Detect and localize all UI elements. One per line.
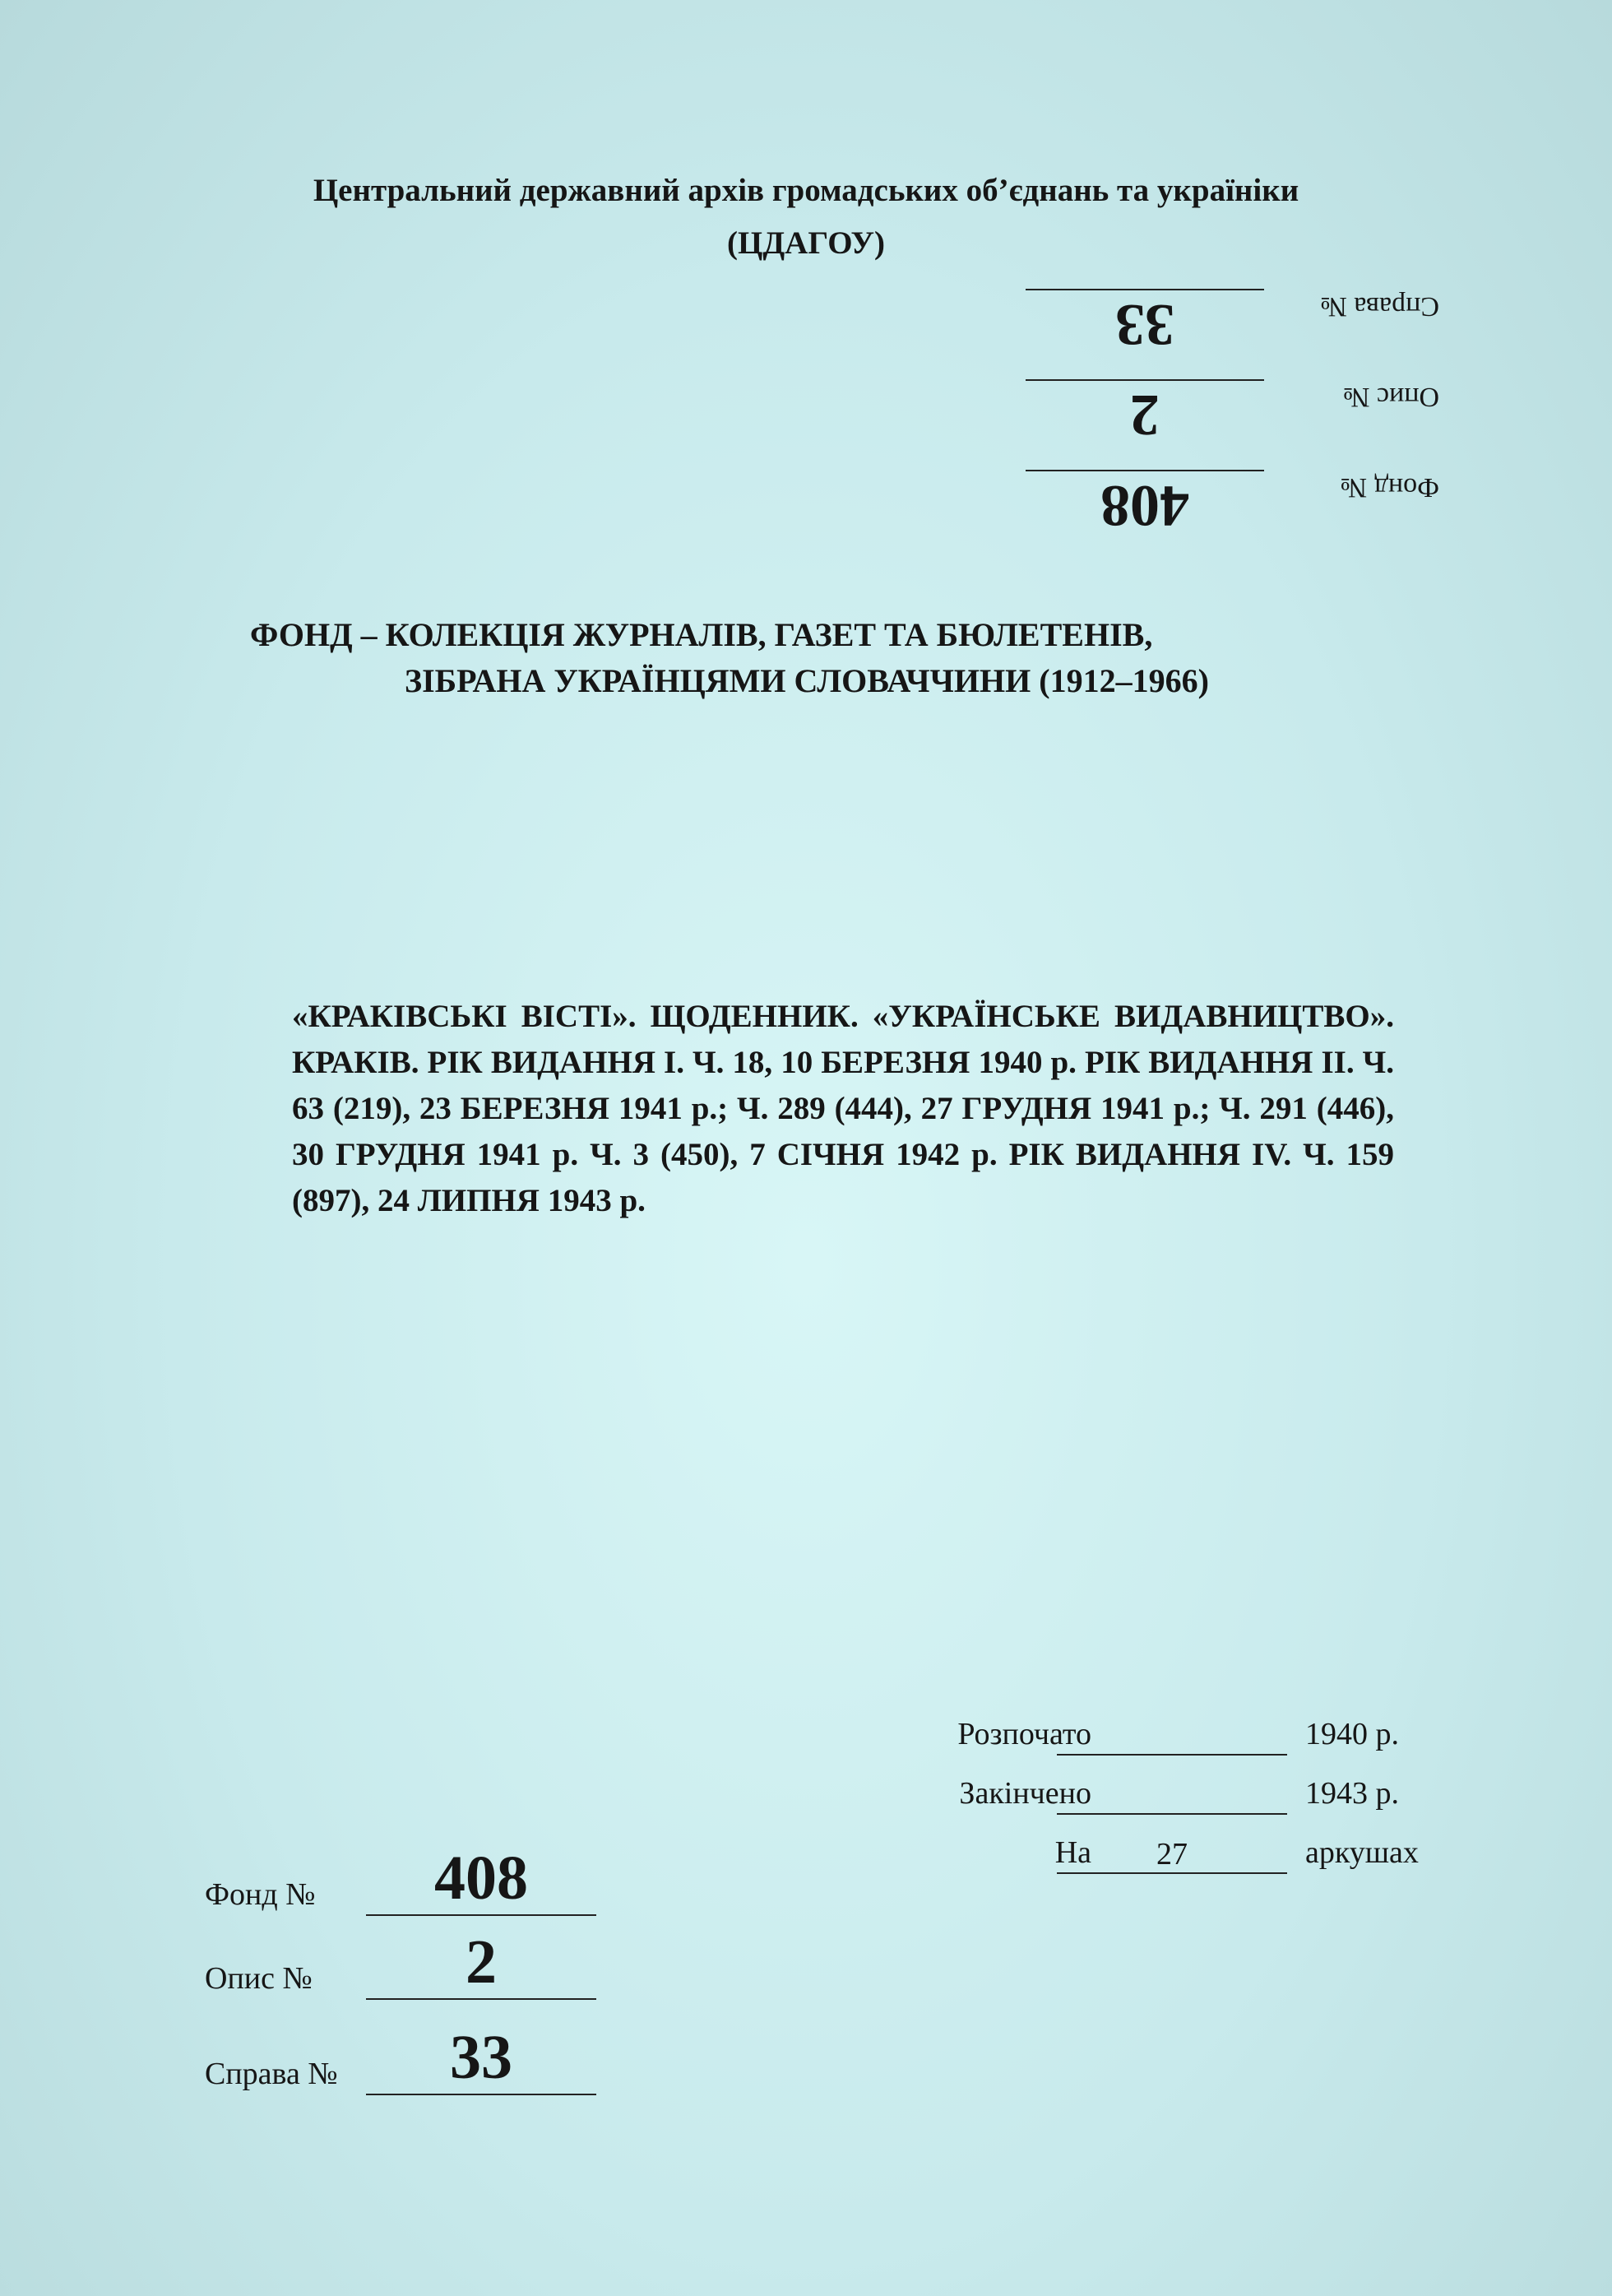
flipped-fond-value: 408 <box>1100 473 1189 539</box>
fond-row <box>202 1830 629 1921</box>
archive-header <box>0 165 1612 270</box>
flipped-sprava-row <box>1020 284 1448 374</box>
opys-value: 2 <box>466 1927 497 1997</box>
flipped-sprava-underline <box>1026 289 1264 290</box>
sheets-label: На <box>1054 1835 1091 1870</box>
flipped-opys-underline <box>1026 379 1264 381</box>
fund-title <box>250 612 1401 704</box>
sprava-underline <box>366 2094 596 2095</box>
opys-underline <box>366 1998 596 2000</box>
started-row <box>868 1703 1526 1762</box>
fund-title-line-1: ФОНД – КОЛЕКЦІЯ ЖУРНАЛІВ, ГАЗЕТ ТА БЮЛЕТЕНІВ, <box>250 616 1153 653</box>
sheets-suffix: аркушах <box>1305 1835 1419 1870</box>
finished-label: Закінчено <box>959 1776 1091 1811</box>
fond-label: Фонд № <box>205 1877 316 1912</box>
sprava-label: Справа № <box>205 2057 338 2091</box>
started-label: Розпочато <box>957 1717 1091 1751</box>
archive-name: Центральний державний архів громадських об’єднань та україніки <box>313 173 1299 208</box>
flipped-fond-label: Фонд № <box>1340 472 1439 503</box>
case-description: «КРАКІВСЬКІ ВІСТІ». ЩОДЕННИК. «УКРАЇНСЬКЕ ВИДАВНИЦТВО». КРАКІВ. РІК ВИДАННЯ І. Ч. 18, 10 БЕРЕЗНЯ 1940 р. РІК ВИДАННЯ ІІ. Ч. 63 (219), 23 БЕРЕЗНЯ 1941 р.; Ч. 289 (444), 27 ГРУДНЯ 1941 р.; Ч. 291 (446), 30 ГРУДНЯ 1941 р. Ч. 3 (450), 7 СІЧНЯ 1942 р. РІК ВИДАННЯ ІV. Ч. 159 (897), 24 ЛИПНЯ 1943 р. <box>292 999 1394 1218</box>
fund-title-line-2: ЗІБРАНА УКРАЇНЦЯМИ СЛОВАЧЧИНИ (1912–1966) <box>405 662 1209 699</box>
flipped-opys-label: Опис № <box>1343 382 1439 412</box>
flipped-sprava-label: Справа № <box>1320 291 1439 322</box>
finished-blank <box>1057 1813 1287 1815</box>
archive-abbreviation: (ЦДАГОУ) <box>727 225 885 261</box>
started-year: 1940 р. <box>1305 1717 1399 1751</box>
flipped-sprava-value: 33 <box>1115 292 1174 358</box>
started-blank <box>1057 1754 1287 1756</box>
opys-label: Опис № <box>205 1961 313 1996</box>
finished-year: 1943 р. <box>1305 1776 1399 1811</box>
flipped-opys-value: 2 <box>1130 383 1160 448</box>
sheets-row <box>868 1821 1526 1881</box>
sheets-count: 27 <box>1057 1836 1287 1874</box>
sprava-row <box>202 2010 629 2100</box>
finished-row <box>868 1762 1526 1821</box>
bottom-archive-fields <box>202 1830 629 2110</box>
flipped-fond-row <box>1020 465 1448 555</box>
upside-down-fields <box>1020 284 1448 555</box>
flipped-fond-underline <box>1026 470 1264 471</box>
sprava-value: 33 <box>450 2023 512 2092</box>
fond-value: 408 <box>434 1844 528 1913</box>
opys-row <box>202 1914 629 2005</box>
flipped-opys-row <box>1020 374 1448 465</box>
